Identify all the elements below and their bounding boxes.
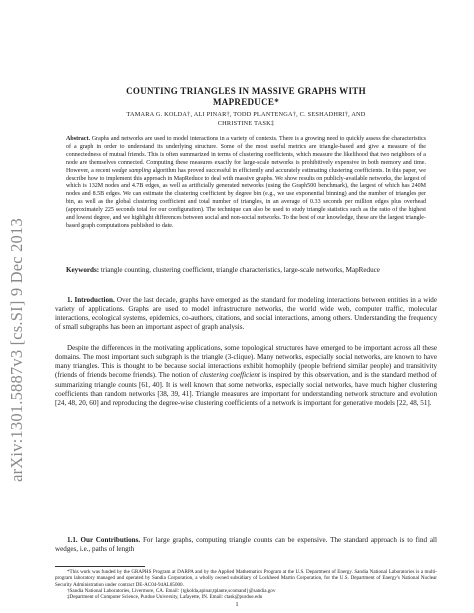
intro-paragraph-1: Over the last decade, graphs have emerged as the standard for modeling interactions between entities in a wide variety of applications. Graphs are used to model infrastructure networks, the world wide web, computer traffic, molecular interactions, ecological systems, epidemics, co-authors, citations, and social interactions, among others. Understanding the frequency of small subgraphs has been an important aspect of graph analysis. bbox=[55, 296, 437, 332]
footnote-purdue: ‡Department of Computer Science, Purdue University, Lafayette, IN. Email: ctask@purdue.edu bbox=[67, 594, 263, 601]
authors-line-2: CHRISTINE TASK‡ bbox=[217, 120, 275, 127]
section-introduction bbox=[55, 296, 437, 333]
abstract-text-b: algorithm has proved successful in efficiently and accurately estimating clustering coefficients. In this paper, we describe how to implement this approach in MapReduce to deal with massive graphs. We show results on publicly-available networks, the largest of which is 132M nodes and 4.7B edges, as well as artificially generated networks (using the Graph500 benchmark), the largest of which has 240M nodes and 8.5B edges. We can estimate the clustering coefficient by degree bin (e.g., we use exponential binning) and the number of triangles per bin, as well as the global clustering coefficient and total number of triangles, in an average of 0.33 seconds per million edges plus overhead (approximately 225 seconds total for our configuration). The technique can also be used to study triangle statistics such as the ratio of the highest and lowest degree, and we highlight differences between social and non-social networks. To the best of our knowledge, these are the largest triangle-based graph computations published to date. bbox=[66, 167, 426, 229]
title-line-2: MAPREDUCE* bbox=[213, 97, 279, 107]
intro-heading: 1. Introduction. bbox=[67, 296, 115, 304]
footnotes bbox=[55, 569, 437, 600]
abstract bbox=[66, 136, 426, 231]
authors-line-1: TAMARA G. KOLDA†, ALI PINAR†, TODD PLANTENGA†, C. SESHADHRI†, AND bbox=[126, 111, 366, 118]
footnote-rule bbox=[55, 566, 145, 567]
intro-paragraph-2 bbox=[55, 344, 437, 408]
section-contributions bbox=[55, 536, 437, 554]
contrib-heading: 1.1. Our Contributions. bbox=[67, 536, 141, 544]
keywords bbox=[66, 266, 426, 275]
author-list bbox=[55, 110, 437, 128]
intro-p2-text-b: is inspired by this observation, and is the standard method of summarizing triangle counts [61, 40]. It is well known that some networks, especially social networks, have much higher clustering coefficients than random networks [38, 39, 41]. Triangle measures are important for understanding network structure and evolution [24, 48, 20, 60] and reproducing the degree-wise clustering coefficients of a network is important for generative models [22, 48, 51]. bbox=[55, 371, 438, 407]
footnote-funding: *This work was funded by the GRAPHS Program at DARPA and by the Applied Mathematics Program at the U.S. Department of Energy. Sandia National Laboratories is a multi-program laboratory managed and operated by Sandia Corporation, a wholly owned subsidiary of Lockheed Martin Corporation, for the U.S. Department of Energy's National Nuclear Security Administration under contract DE-AC04-94AL85000. bbox=[55, 569, 437, 588]
abstract-text-a: Graphs and networks are used to model interactions in a variety of contexts. There is a growing need to quickly assess the characteristics of a graph in order to understand its underlying structure. Some of the most useful metrics are triangle-based and give a measure of the connectedness of mutual friends. This is often summarized in terms of clustering coefficients, which measure the likelihood that two neighbors of a node are themselves connected. Computing these measures exactly for large-scale networks is prohibitively expensive in both memory and time. However, a recent bbox=[66, 136, 426, 174]
keywords-label: Keywords: bbox=[66, 266, 100, 274]
paper-title bbox=[55, 86, 437, 108]
arxiv-identifier: arXiv:1301.5887v3 [cs.SI] 9 Dec 2013 bbox=[7, 218, 27, 482]
keywords-text: triangle counting, clustering coefficient, triangle characteristics, large-scale networks, MapReduce bbox=[100, 266, 380, 274]
title-line-1: COUNTING TRIANGLES IN MASSIVE GRAPHS WITH bbox=[126, 86, 366, 96]
abstract-emphasis: wedge sampling bbox=[111, 167, 152, 174]
intro-p2-emphasis: clustering coefficient bbox=[199, 371, 260, 380]
abstract-label: Abstract. bbox=[66, 136, 91, 142]
footnote-sandia: †Sandia National Laboratories, Livermore, CA. Email: {tgkolda,apinar,tplante,scomand}@sandia.gov bbox=[67, 587, 276, 594]
page-number: 1 bbox=[235, 601, 239, 608]
intro-p2-text-a: Despite the differences in the motivating applications, some topological structures have emerged to be important across all these domains. The most important such subgraph is the triangle (3-clique). Many networks, especially social networks, are known to have many triangles. This is thought to be because social interactions exhibit homophily (people befriend similar people) and transitivity (friends of friends become friends). The notion of bbox=[55, 344, 437, 380]
arxiv-sidebar-stamp bbox=[2, 120, 32, 580]
contrib-text: For large graphs, computing triangle counts can be expensive. The standard approach is to find all wedges, i.e., paths of length bbox=[55, 536, 437, 554]
